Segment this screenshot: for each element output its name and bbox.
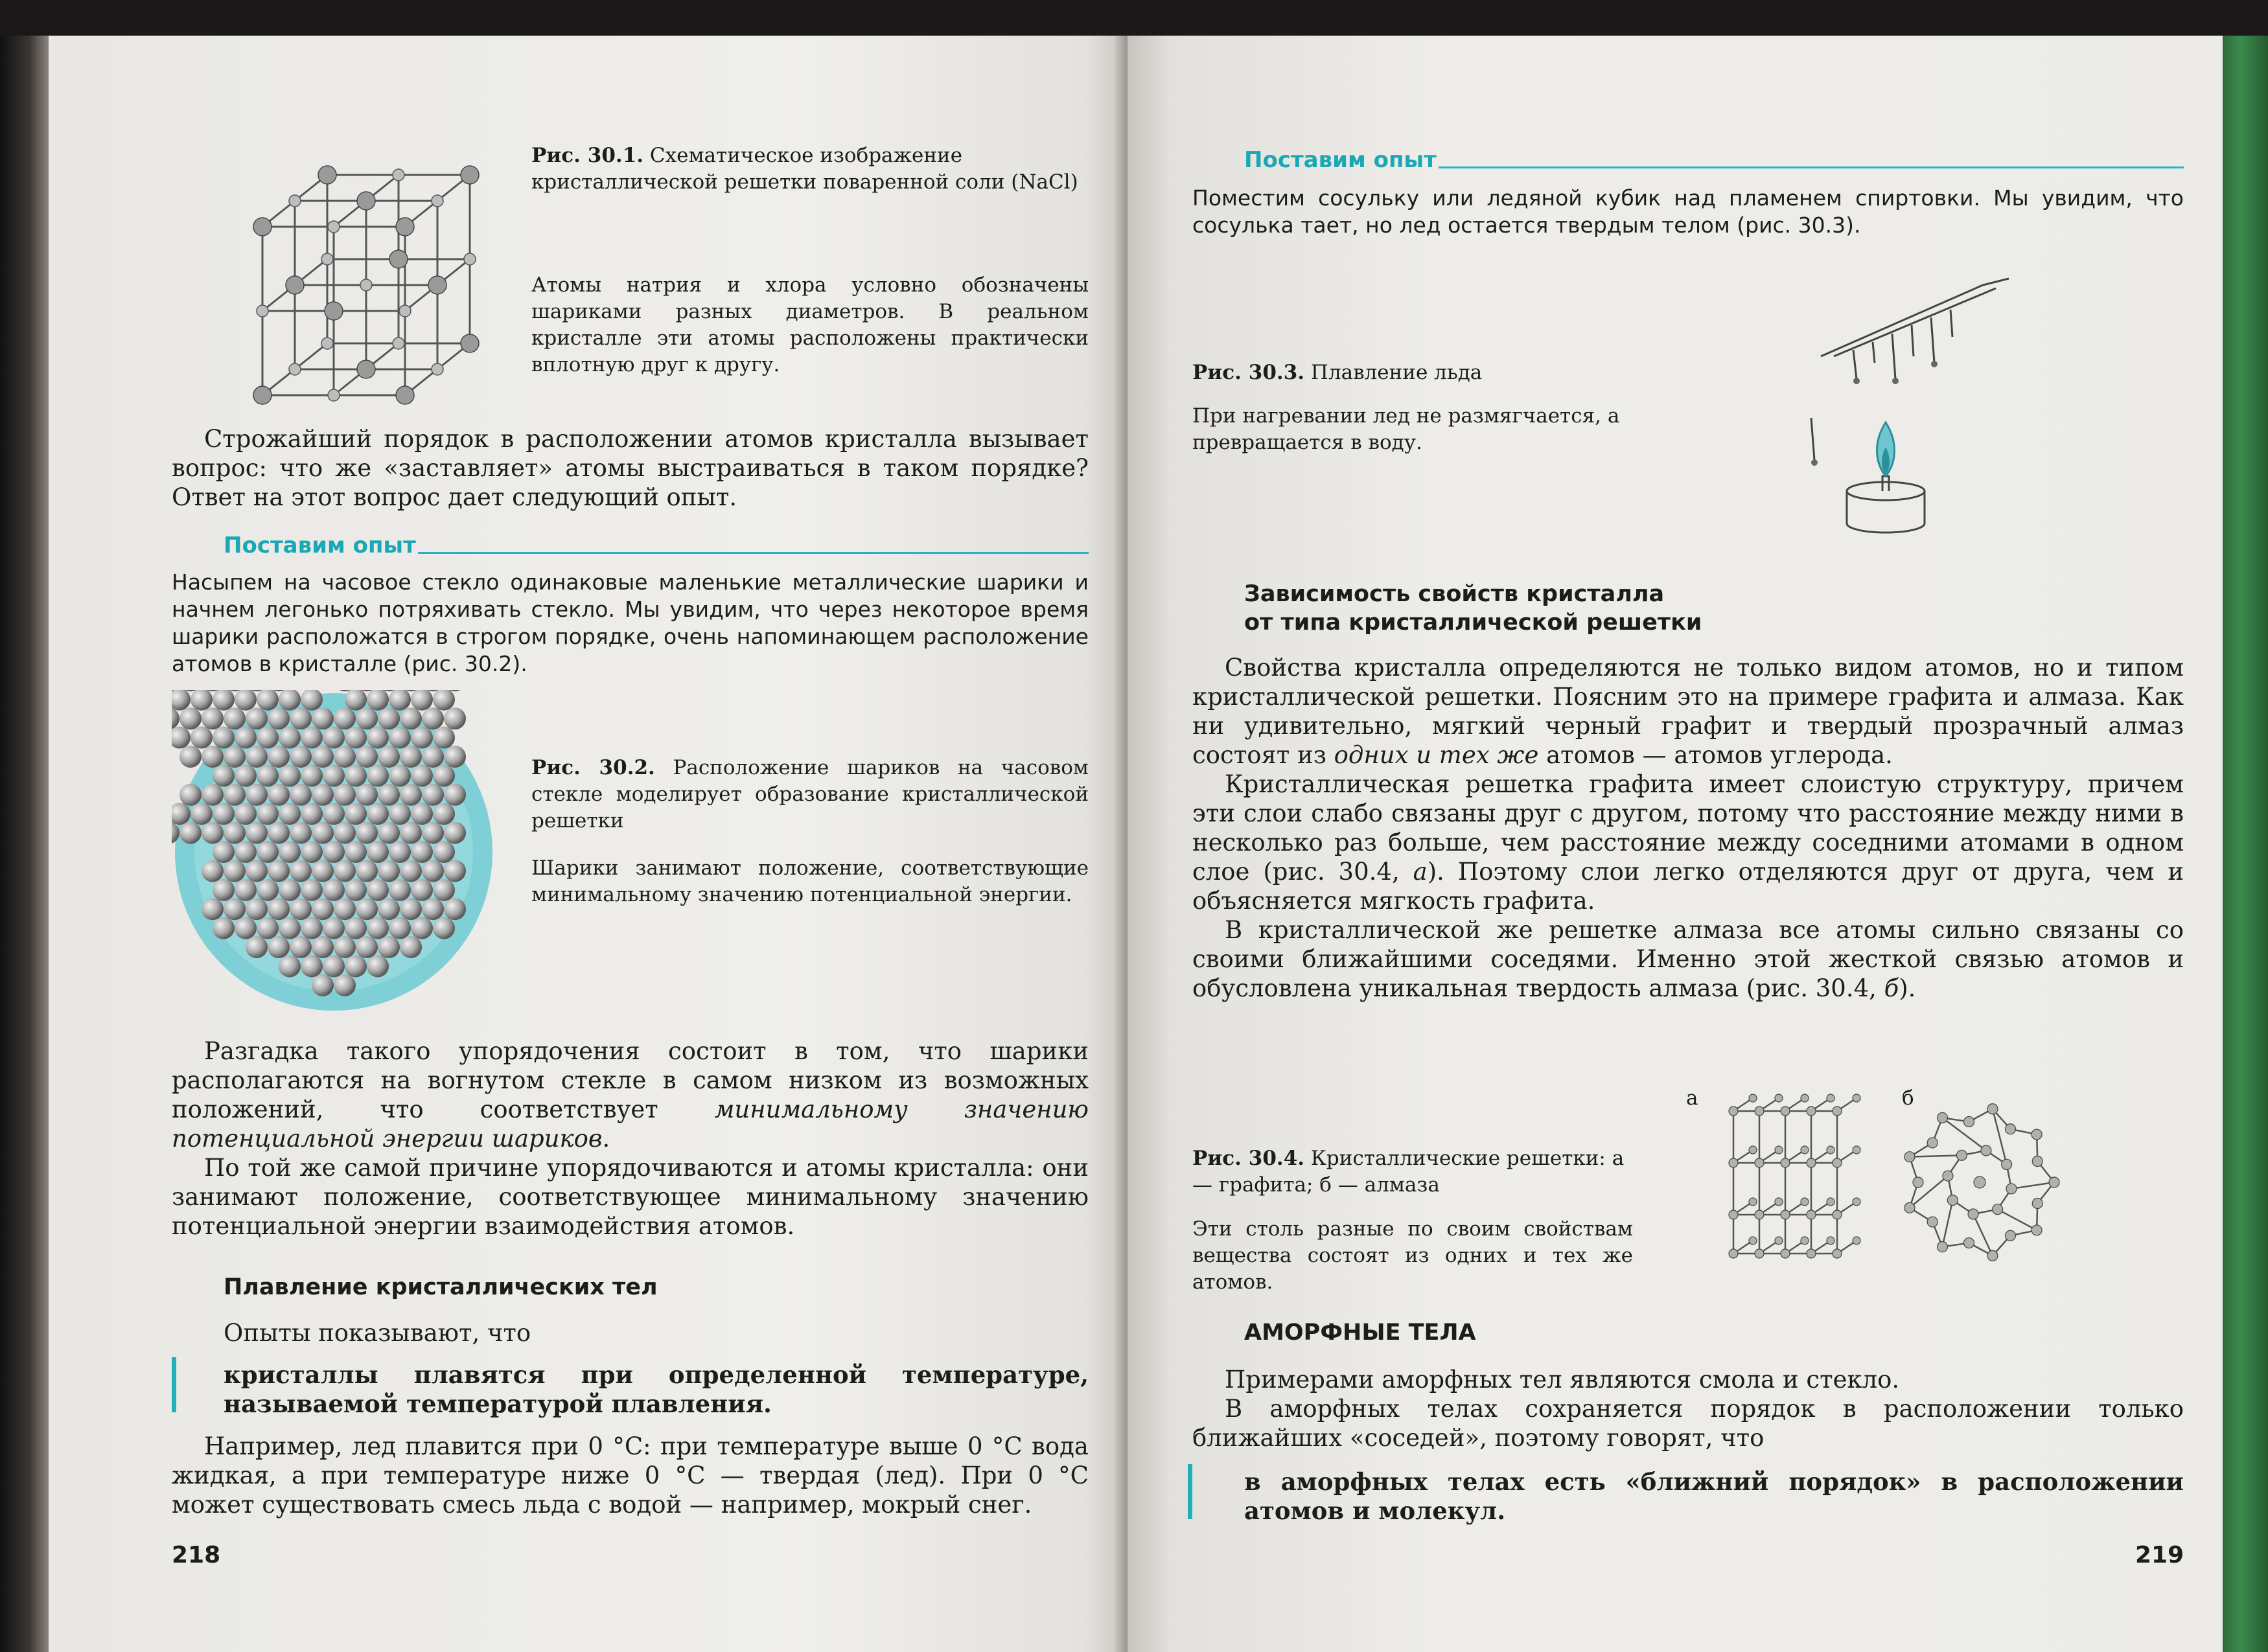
- watch-glass-balls-figure: [172, 690, 496, 1014]
- rule-bar-left: [172, 1357, 176, 1412]
- fig-30-3-note: При нагревании лед не размягчается, а превращается в воду.: [1192, 404, 1620, 454]
- graphite-lattice-figure: [1720, 1092, 1895, 1267]
- fig-30-4-caption: [1192, 1145, 1633, 1199]
- book-edge-left: [0, 36, 49, 1652]
- experiment-text-left: Насыпем на часовое стекло одинаковые маленькие металлические шарики и начнем легонько потряхивать стекло. Мы увидим, что через некоторое время шарики расположатся в строгом порядке, очень напоминающем расположение атомов в кристалле (рис. 30.2).: [172, 569, 1089, 676]
- melting-intro: Опыты показывают, что: [224, 1319, 531, 1347]
- amorphous-rule: в аморфных телах есть «ближний порядок» в расположении атомов и молекул.: [1244, 1467, 2184, 1525]
- paragraph-order-question: Строжайший порядок в расположении атомов кристалла вызывает вопрос: что же «заставляет» атомы выстраиваться в таком порядке? Ответ на этот вопрос дает следующий опыт.: [172, 425, 1089, 511]
- fig-30-4-desc: Кристаллические решетки: а — графита; б — алмаза: [1192, 1147, 1625, 1197]
- fig-30-1-title: Рис. 30.1.: [531, 144, 644, 167]
- paragraph-explanation: Разгадка такого упорядочения состоит в том, что шарики располагаются на вогнутом стекле в самом низком из возможных положений, что соответствует минимальному значению потенциальной энергии шариков. По той же самой причине упорядочиваются и атомы кристалла: они занимают положение, соответствующее минимальному значению потенциальной энергии взаимодействия атомов.: [172, 1037, 1089, 1240]
- experiment-rule-right: [1439, 166, 2184, 168]
- book-edge-right: [2223, 36, 2268, 1652]
- dependency-paragraphs: Свойства кристалла определяются не только видом атомов, но и типом кристаллической решетки. Поясним это на примере графита и алмаза. Как ни удивительно, мягкий черный графит и твердый прозрачный алмаз состоят из одних и тех же атомов — атомов углерода. Кристаллическая решетка графита имеет слоистую структуру, причем эти слои слабо связаны друг с другом, потому что расстояние между ними в несколько раз больше, чем расстояние между соседними атомами в одном слое (рис. 30.4, а). Поэтому слои легко отделяются друг от друга, чем и объясняется мягкость графита. В кристаллической же решетке алмаза все атомы сильно связаны со своими ближайшими соседями. Именно этой жесткой связью атомов и обусловлена уникальная твердость алмаза (рис. 30.4, б).: [1192, 654, 2184, 1002]
- fig-30-1-note: Атомы натрия и хлора условно обозначены шариками разных диаметров. В реальном кристалле эти атомы расположены практически вплотную друг к другу.: [531, 273, 1089, 376]
- fig-30-3-desc: Плавление льда: [1304, 361, 1483, 384]
- fig-30-1-caption: [531, 143, 1089, 196]
- experiment-heading-right: Поставим опыт: [1244, 147, 1437, 173]
- fig-30-4-title: Рис. 30.4.: [1192, 1147, 1305, 1170]
- fig-30-2-caption: [531, 755, 1089, 834]
- amorphous-heading: АМОРФНЫЕ ТЕЛА: [1244, 1320, 1476, 1346]
- experiment-text-right: Поместим сосульку или ледяной кубик над пламенем спиртовки. Мы увидим, что сосулька тает, но лед остается твердым телом (рис. 30.3).: [1192, 185, 2184, 238]
- diamond-lattice-figure: [1895, 1098, 2064, 1267]
- page-number-left: 218: [172, 1542, 221, 1568]
- fig-30-4-label-a: а: [1686, 1086, 1698, 1110]
- experiment-heading-left: Поставим опыт: [224, 533, 416, 558]
- amorphous-paragraphs: Примерами аморфных тел являются смола и стекло. В аморфных телах сохраняется порядок в расположении только ближайших «соседей», поэтому говорят, что: [1192, 1366, 2184, 1452]
- fig-30-4-note: Эти столь разные по своим свойствам вещества состоят из одних и тех же атомов.: [1192, 1217, 1633, 1294]
- melting-heading: Плавление кристаллических тел: [224, 1274, 658, 1300]
- fig-30-2-desc: Расположение шариков на часовом стекле моделирует образование кристаллической решетки: [531, 756, 1089, 832]
- experiment-rule-left: [418, 552, 1089, 554]
- fig-30-2-title: Рис. 30.2.: [531, 756, 655, 779]
- fig-30-2-note: Шарики занимают положение, соответствующие минимальному значению потенциальной энергии.: [531, 856, 1089, 906]
- fig-30-1-desc: Схематическое изображение кристаллической решетки поваренной соли (NaCl): [531, 144, 1078, 194]
- page-right: [1128, 36, 2223, 1652]
- fig-30-3-caption: [1192, 360, 1776, 386]
- page-number-right: 219: [2135, 1542, 2184, 1568]
- page-left: [49, 36, 1128, 1652]
- fig-30-3-title: Рис. 30.3.: [1192, 361, 1305, 384]
- melting-paragraph: Например, лед плавится при 0 °С: при температуре выше 0 °С вода жидкая, а при температуре ниже 0 °С — твердая (лед). При 0 °С может существовать смесь льда с водой — например, мокрый снег.: [172, 1432, 1089, 1519]
- icicle-burner-figure: [1795, 253, 2054, 544]
- melting-rule: кристаллы плавятся при определенной температуре, называемой температурой плавления.: [224, 1360, 1089, 1418]
- fig-30-4-label-b: б: [1902, 1086, 1914, 1110]
- rule-bar-right: [1188, 1464, 1192, 1519]
- nacl-lattice-figure: [230, 149, 541, 408]
- dependency-heading: Зависимость свойств кристалла от типа кристаллической решетки: [1244, 581, 1702, 636]
